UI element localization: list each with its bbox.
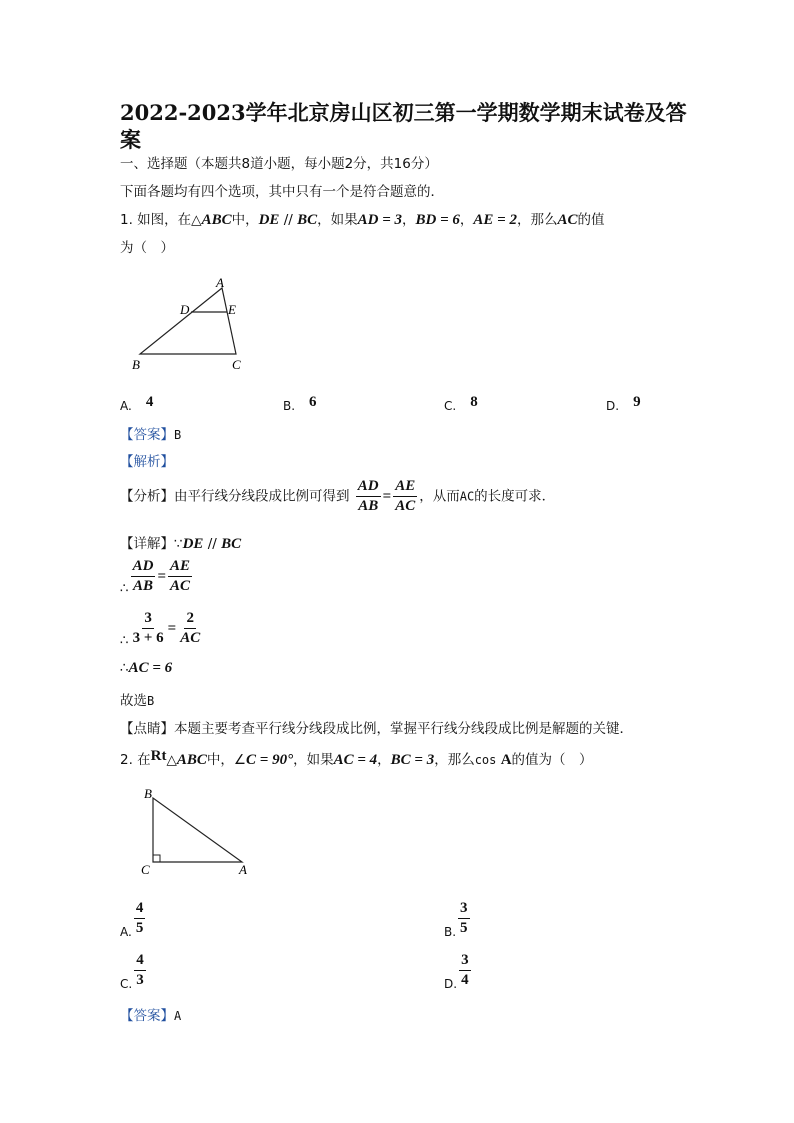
- text: △: [166, 752, 177, 768]
- denominator: 3: [136, 972, 144, 988]
- math: BD = 6: [415, 212, 460, 228]
- math: AD = 3: [357, 212, 403, 228]
- q1-detail-line3: [120, 610, 204, 649]
- label-c: C: [141, 862, 150, 877]
- equals: =: [167, 620, 177, 637]
- option-fraction: [134, 952, 146, 989]
- text: 由平行线分线段成比例可得到: [174, 488, 350, 505]
- option-label: C.: [120, 977, 133, 991]
- fraction: [131, 610, 166, 647]
- numerator: 3: [142, 610, 154, 629]
- q1-detail-line4: [120, 660, 172, 677]
- text: 故选: [120, 693, 147, 709]
- fraction-ad-ab: [356, 478, 381, 515]
- instructions: 下面各题均有四个选项，其中只有一个是符合题意的．: [120, 184, 444, 200]
- text: ，从而: [419, 488, 460, 505]
- therefore-symbol: ∴: [120, 660, 129, 676]
- option-value: 4: [145, 394, 154, 410]
- denominator: AB: [133, 578, 154, 594]
- numerator: AD: [356, 478, 381, 497]
- math: A: [500, 752, 512, 768]
- text: ，: [402, 212, 416, 228]
- text: ，如果: [293, 752, 334, 768]
- option-value: 6: [309, 394, 317, 410]
- q1-option-a: [120, 394, 154, 415]
- denominator: AB: [358, 498, 379, 514]
- fraction-ae-ac: [393, 478, 417, 515]
- q1-answer: [120, 423, 181, 443]
- math: ABC: [201, 212, 232, 228]
- label-b: B: [132, 357, 140, 372]
- q1-option-b: [283, 394, 317, 415]
- text: cos: [474, 753, 497, 767]
- math: BC: [297, 212, 318, 228]
- q2-option-d: [444, 952, 473, 991]
- math: AC = 4: [333, 752, 378, 768]
- doc-title-line1: 2022-2023学年北京房山区初三第一学期数学期末试卷及答: [120, 100, 687, 125]
- label-b: B: [144, 786, 152, 801]
- answer-value: A: [174, 1009, 182, 1023]
- text: ，那么: [434, 752, 475, 768]
- option-fraction: [459, 952, 471, 989]
- option-label: A.: [120, 399, 132, 413]
- therefore-symbol: ∴: [120, 632, 129, 649]
- numerator: AE: [168, 558, 192, 577]
- q1-stem: [120, 208, 604, 229]
- math: Rt: [150, 748, 167, 764]
- q2-right-triangle-figure: [138, 784, 258, 880]
- denominator: 5: [460, 920, 468, 936]
- right-angle-mark: [153, 855, 160, 862]
- numerator: 3: [458, 900, 470, 919]
- answer-tag: 【答案】: [120, 1008, 174, 1024]
- q1-detail-line1: [120, 532, 241, 553]
- text: //: [279, 212, 298, 228]
- comment-tag: 【点睛】: [120, 721, 174, 737]
- option-label: A.: [120, 925, 132, 939]
- numerator: AD: [131, 558, 156, 577]
- q1-option-c: [444, 394, 478, 415]
- numerator: AE: [393, 478, 417, 497]
- fraction: [178, 610, 202, 647]
- equals: =: [157, 568, 166, 585]
- q1-comment: [120, 717, 633, 737]
- text: 1. 如图，在△: [120, 212, 202, 228]
- text: 本题主要考查平行线分线段成比例，掌握平行线分线段成比例是解题的关键．: [174, 721, 633, 737]
- option-value: 9: [633, 394, 641, 410]
- label-a: A: [239, 862, 247, 877]
- equals: =: [382, 488, 392, 505]
- q1-detail-line2: [120, 558, 194, 597]
- option-label: D.: [444, 977, 458, 991]
- q1-choose: [120, 689, 154, 709]
- q1-jiexi-tag: 【解析】: [120, 454, 174, 470]
- label-d: D: [180, 302, 190, 317]
- therefore-symbol: ∴: [120, 580, 129, 597]
- text: 的值为（ ）: [511, 752, 593, 768]
- answer-value: B: [174, 428, 182, 442]
- q1-analysis: [120, 478, 555, 515]
- label-e: E: [228, 302, 236, 317]
- option-label: B.: [283, 399, 296, 413]
- denominator: AC: [395, 498, 416, 514]
- analysis-tag: 【分析】: [120, 488, 174, 505]
- fraction: [168, 558, 192, 595]
- option-label: B.: [444, 925, 457, 939]
- text: ，: [377, 752, 391, 768]
- option-label: C.: [444, 399, 457, 413]
- math: AC: [557, 212, 578, 228]
- denominator: AC: [170, 578, 191, 594]
- text: //: [203, 536, 222, 552]
- numerator: 2: [184, 610, 196, 629]
- triangle-abc: [153, 798, 242, 862]
- because-symbol: ∵: [174, 536, 183, 552]
- math: BC = 3: [390, 752, 435, 768]
- text: 的值: [577, 212, 605, 228]
- numerator: 3: [459, 952, 471, 971]
- q1-option-d: [606, 394, 641, 415]
- q2-option-b: [444, 900, 472, 939]
- text: AC: [459, 489, 475, 504]
- label-c: C: [232, 357, 241, 372]
- denominator: 4: [461, 972, 469, 988]
- detail-tag: 【详解】: [120, 536, 174, 552]
- numerator: 4: [134, 900, 146, 919]
- fraction: [131, 558, 156, 595]
- math: AC = 6: [128, 660, 173, 676]
- math: C = 90°: [246, 752, 294, 768]
- text: 中，: [206, 752, 234, 768]
- q2-answer: [120, 1004, 181, 1024]
- text: 中，: [231, 212, 259, 228]
- doc-title-line2: 案: [120, 127, 141, 152]
- text: ∠: [233, 752, 247, 768]
- denominator: 3 + 6: [132, 630, 164, 646]
- math: BC: [221, 536, 242, 552]
- option-value: 8: [470, 394, 478, 410]
- text: 的长度可求．: [474, 488, 556, 505]
- option-label: D.: [606, 399, 620, 413]
- label-a: A: [216, 275, 224, 290]
- triangle-abc: [140, 288, 236, 354]
- q1-stem-line2: 为（ ）: [120, 240, 174, 256]
- text: ，: [459, 212, 474, 228]
- q2-stem: [120, 748, 593, 769]
- text: B: [147, 694, 155, 708]
- q1-triangle-figure: [128, 274, 258, 374]
- math: AE = 2: [473, 212, 517, 228]
- answer-tag: 【答案】: [120, 427, 174, 443]
- math: ABC: [176, 752, 207, 768]
- option-fraction: [134, 900, 146, 937]
- q2-option-a: [120, 900, 147, 939]
- section-heading: 一、选择题（本题共8道小题，每小题2分，共16分）: [120, 156, 438, 172]
- q2-option-c: [120, 952, 148, 991]
- text: 2. 在: [120, 752, 151, 768]
- denominator: AC: [180, 630, 201, 646]
- math: DE: [182, 536, 204, 552]
- numerator: 4: [134, 952, 146, 971]
- math: DE: [258, 212, 280, 228]
- denominator: 5: [135, 920, 144, 936]
- text: ，如果: [317, 212, 358, 228]
- text: ，那么: [516, 212, 558, 228]
- option-fraction: [458, 900, 470, 937]
